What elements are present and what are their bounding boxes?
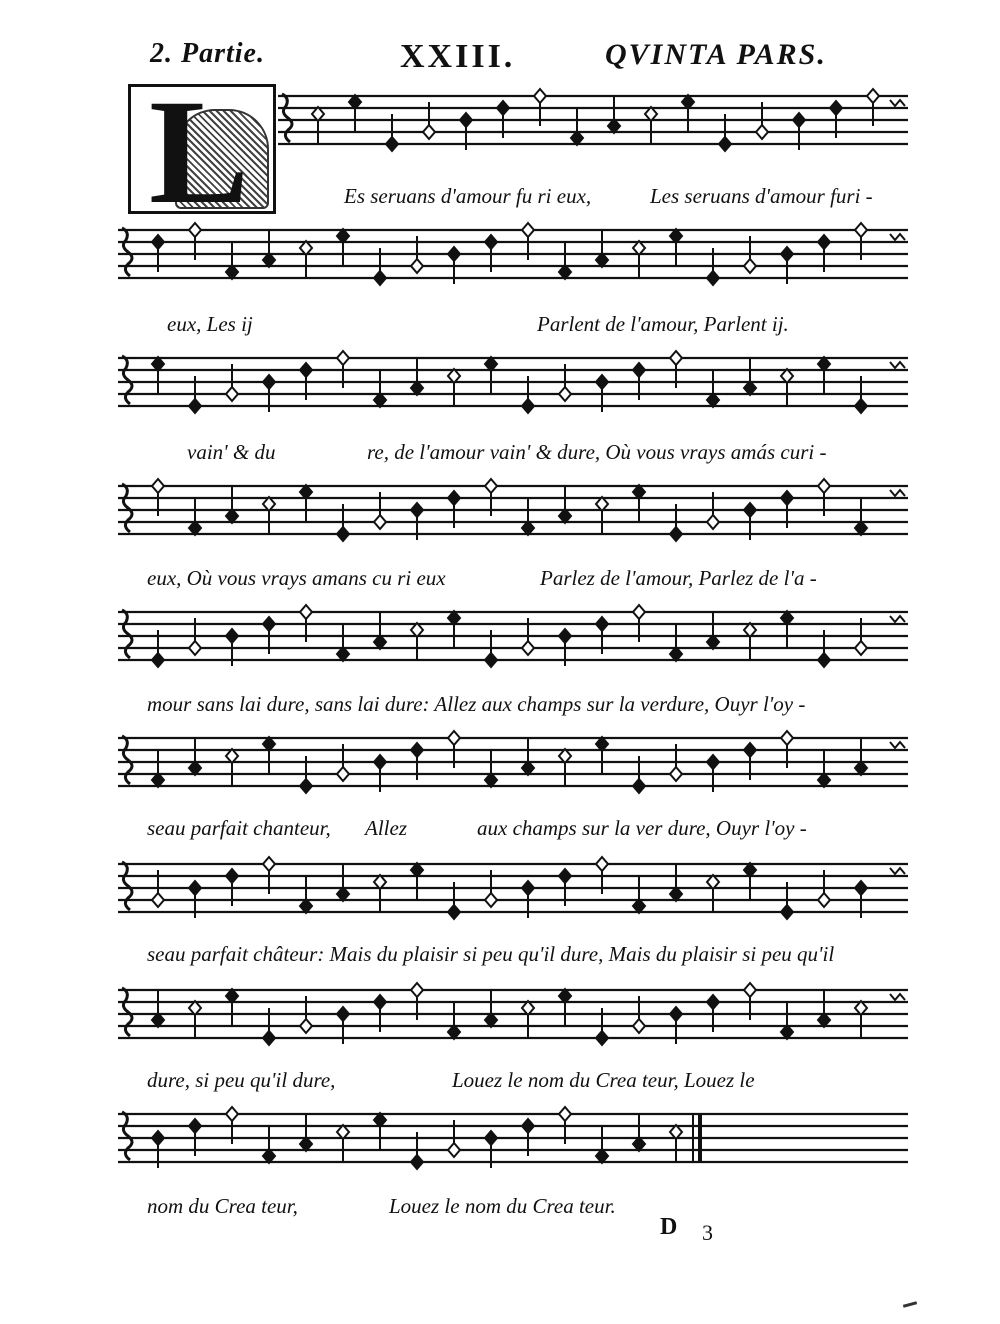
lozenge-note-icon [448, 611, 460, 648]
lozenge-note-icon [608, 96, 620, 133]
part-label: 2. Partie. [150, 38, 265, 69]
lyric-fragment: Les seruans d'amour furi - [650, 184, 873, 208]
lozenge-note-icon [596, 737, 608, 774]
lozenge-note-icon [559, 989, 571, 1026]
lozenge-note-icon [485, 357, 497, 394]
lozenge-note-icon [522, 738, 534, 775]
custos-icon [890, 100, 905, 106]
custos-icon [890, 490, 905, 496]
lyric-fragment: Louez le nom du Crea teur, Louez le [452, 1068, 755, 1092]
lozenge-note-icon [226, 242, 238, 279]
lozenge-note-icon [337, 624, 349, 661]
lozenge-note-icon [633, 485, 645, 522]
lozenge-note-icon [633, 1114, 645, 1151]
lozenge-note-icon [596, 1126, 608, 1163]
lozenge-note-icon [571, 108, 583, 145]
lyric-fragment: mour sans lai dure, sans lai dure: Allez aux champs sur la verdure, Ouyr l'oy - [147, 692, 806, 716]
lozenge-note-icon [633, 876, 645, 913]
lozenge-note-icon [596, 497, 608, 534]
staff-1 [118, 90, 908, 142]
lozenge-note-icon [349, 95, 361, 132]
lozenge-note-icon [670, 229, 682, 266]
lozenge-note-icon [559, 749, 571, 786]
custos-icon [890, 742, 905, 748]
lozenge-note-icon [411, 863, 423, 900]
lyric-fragment: Allez [365, 816, 407, 840]
lozenge-note-icon [189, 498, 201, 535]
lyric-fragment: Parlez de l'amour, Parlez de l'a - [540, 566, 817, 590]
staff-7 [118, 858, 908, 910]
c-clef-icon [122, 356, 132, 404]
lozenge-note-icon [818, 357, 830, 394]
staff-5 [118, 606, 908, 658]
lyric-fragment: vain' & du [187, 440, 276, 464]
lyric-fragment: Louez le nom du Crea teur. [389, 1194, 616, 1218]
lozenge-note-icon [374, 370, 386, 407]
lozenge-note-icon [448, 369, 460, 406]
lozenge-note-icon [189, 738, 201, 775]
lozenge-note-icon [633, 241, 645, 278]
lozenge-note-icon [337, 864, 349, 901]
lozenge-note-icon [855, 1001, 867, 1038]
lozenge-note-icon [226, 989, 238, 1026]
lozenge-note-icon [559, 486, 571, 523]
lozenge-note-icon [152, 750, 164, 787]
custos-icon [890, 994, 905, 1000]
staff-6 [118, 732, 908, 784]
lozenge-note-icon [485, 750, 497, 787]
lozenge-note-icon [744, 863, 756, 900]
lozenge-note-icon [596, 230, 608, 267]
lozenge-note-icon [337, 229, 349, 266]
lozenge-note-icon [263, 1126, 275, 1163]
custos-icon [890, 362, 905, 368]
lozenge-note-icon [226, 749, 238, 786]
lyric-fragment: nom du Crea teur, [147, 1194, 298, 1218]
lozenge-note-icon [670, 1125, 682, 1162]
lozenge-note-icon [300, 876, 312, 913]
staff-2 [118, 224, 908, 276]
lozenge-note-icon [374, 1113, 386, 1150]
lozenge-note-icon [152, 990, 164, 1027]
c-clef-icon [122, 736, 132, 784]
lyric-fragment: seau parfait châteur: Mais du plaisir si peu qu'il dure, Mais du plaisir si peu qu'il [147, 942, 835, 966]
lyric-fragment: dure, si peu qu'il dure, [147, 1068, 336, 1092]
lyric-fragment: aux champs sur la ver dure, Ouyr l'oy - [477, 816, 807, 840]
lozenge-note-icon [559, 242, 571, 279]
lyric-fragment: Parlent de l'amour, Parlent ij. [537, 312, 789, 336]
lozenge-note-icon [744, 623, 756, 660]
lozenge-note-icon [226, 486, 238, 523]
initial-letter: L [149, 84, 250, 214]
voice-title: QVINTA PARS. [605, 38, 827, 71]
custos-icon [890, 616, 905, 622]
lozenge-note-icon [189, 1001, 201, 1038]
lozenge-note-icon [411, 623, 423, 660]
lozenge-note-icon [818, 750, 830, 787]
lozenge-note-icon [744, 358, 756, 395]
lozenge-note-icon [152, 357, 164, 394]
lozenge-note-icon [707, 612, 719, 649]
lozenge-note-icon [312, 107, 324, 144]
lozenge-note-icon [300, 485, 312, 522]
lozenge-note-icon [855, 498, 867, 535]
custos-icon [890, 868, 905, 874]
c-clef-icon [122, 484, 132, 532]
lozenge-note-icon [263, 497, 275, 534]
lozenge-note-icon [670, 864, 682, 901]
c-clef-icon [122, 988, 132, 1036]
signature-number: 3 [702, 1220, 713, 1245]
staff-8 [118, 984, 908, 1036]
lyric-fragment: eux, Les ij [167, 312, 253, 336]
lozenge-note-icon [300, 1114, 312, 1151]
c-clef-icon [122, 1112, 132, 1160]
lozenge-note-icon [485, 990, 497, 1027]
lozenge-note-icon [781, 369, 793, 406]
lozenge-note-icon [263, 230, 275, 267]
lozenge-note-icon [818, 990, 830, 1027]
lozenge-note-icon [337, 1125, 349, 1162]
lozenge-note-icon [855, 738, 867, 775]
margin-mark [903, 1301, 917, 1308]
lozenge-note-icon [448, 1002, 460, 1039]
lozenge-note-icon [682, 95, 694, 132]
lozenge-note-icon [670, 624, 682, 661]
lozenge-note-icon [374, 612, 386, 649]
piece-number: XXIII. [400, 38, 516, 75]
lozenge-note-icon [522, 1001, 534, 1038]
staff-4 [118, 480, 908, 532]
signature-letter: D [660, 1214, 678, 1240]
lozenge-note-icon [707, 370, 719, 407]
staff-9 [118, 1108, 908, 1160]
lozenge-note-icon [781, 1002, 793, 1039]
lozenge-note-icon [781, 611, 793, 648]
lyric-fragment: Es seruans d'amour fu ri eux, [344, 184, 592, 208]
lozenge-note-icon [645, 107, 657, 144]
lozenge-note-icon [300, 241, 312, 278]
lyric-fragment: eux, Où vous vrays amans cu ri eux [147, 566, 446, 590]
lyric-fragment: re, de l'amour vain' & dure, Où vous vrays amás curi - [367, 440, 827, 464]
staff-3 [118, 352, 908, 404]
lozenge-note-icon [411, 358, 423, 395]
c-clef-icon [122, 610, 132, 658]
c-clef-icon [122, 862, 132, 910]
lozenge-note-icon [374, 875, 386, 912]
lozenge-note-icon [522, 498, 534, 535]
lyric-fragment: seau parfait chanteur, [147, 816, 331, 840]
lozenge-note-icon [263, 737, 275, 774]
c-clef-icon [282, 94, 292, 142]
c-clef-icon [122, 228, 132, 276]
lozenge-note-icon [707, 875, 719, 912]
custos-icon [890, 234, 905, 240]
